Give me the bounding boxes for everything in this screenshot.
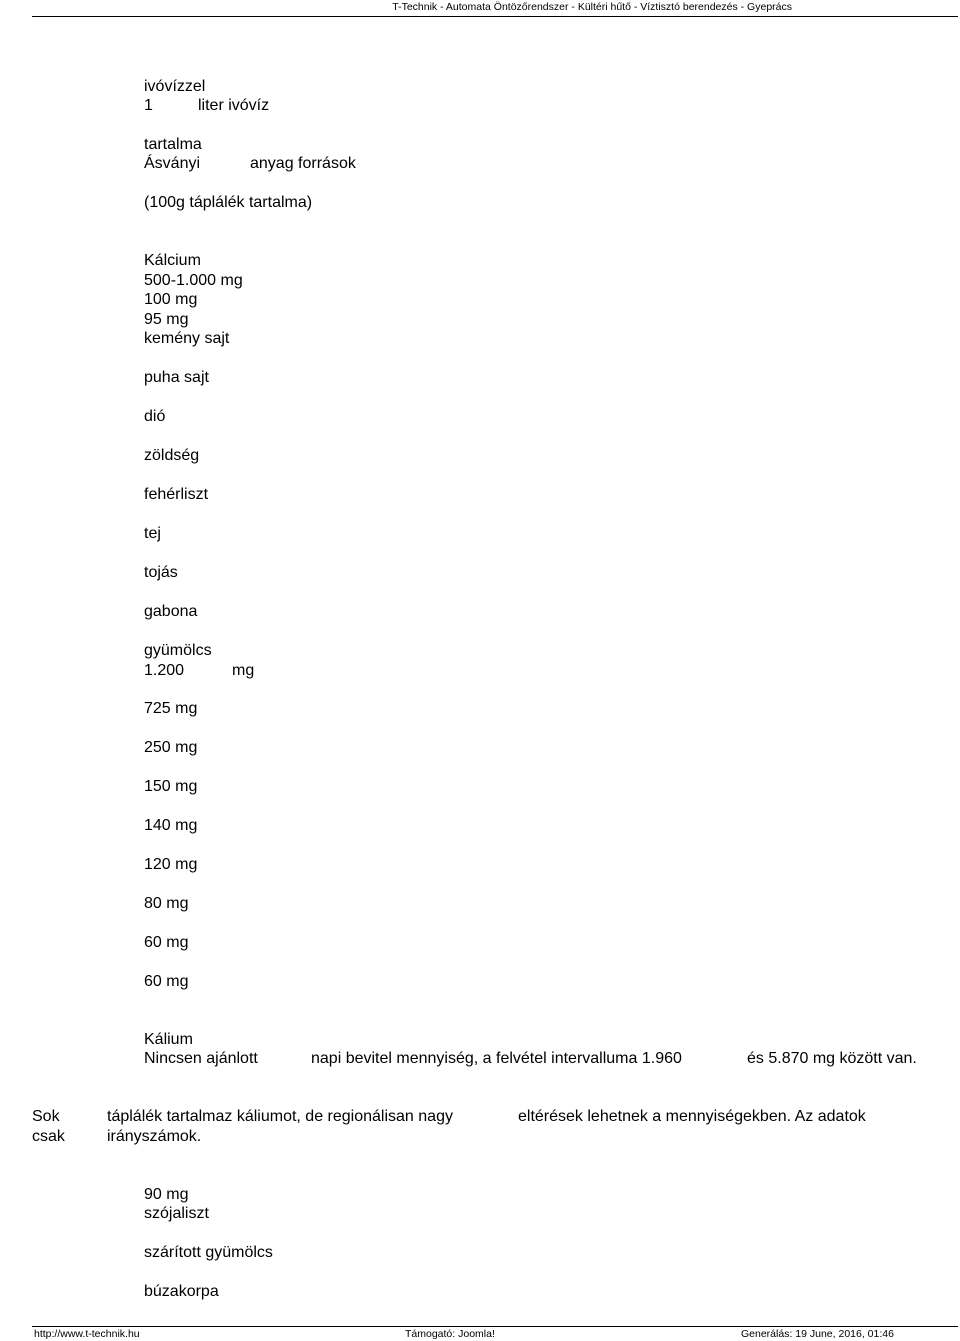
potassium-note-part-2: táplálék tartalmaz káliumot, de regionálisan nagy [107, 1108, 453, 1125]
water-label-2a: 1 [144, 97, 153, 114]
potassium-note-part-4: csak [32, 1128, 65, 1145]
calcium-source: tej [144, 525, 161, 542]
calcium-amount: 140 mg [144, 817, 198, 834]
potassium-description-part-1: Nincsen ajánlott [144, 1050, 258, 1067]
column-heading-sources: anyag források [250, 155, 356, 172]
calcium-amount: 120 mg [144, 856, 198, 873]
water-label-1: ivóvízzel [144, 78, 206, 95]
potassium-source: búzakorpa [144, 1283, 219, 1300]
calcium-name: Kálcium [144, 252, 201, 269]
calcium-water-amount: 100 mg [144, 291, 198, 308]
potassium-description-part-2: napi bevitel mennyiség, a felvétel intervalluma 1.960 [311, 1050, 682, 1067]
calcium-source: fehérliszt [144, 486, 209, 503]
footer-url-link[interactable]: http://www.t-technik.hu [34, 1328, 140, 1340]
potassium-name: Kálium [144, 1031, 193, 1048]
calcium-source: tojás [144, 564, 178, 581]
header-divider [32, 16, 958, 17]
calcium-amount-first-unit: mg [232, 662, 255, 679]
potassium-note-part-3: eltérések lehetnek a mennyiségekben. Az adatok [518, 1108, 866, 1125]
page-header-title: T-Technik - Automata Öntözőrendszer - Kültéri hűtő - Víztisztó berendezés - Gyeprács [392, 1, 792, 13]
calcium-source: zöldség [144, 447, 200, 464]
footer-sponsor: Támogató: Joomla! [405, 1328, 495, 1340]
calcium-source: gabona [144, 603, 198, 620]
potassium-source: szárított gyümölcs [144, 1244, 273, 1261]
calcium-source: gyümölcs [144, 642, 212, 659]
calcium-source: puha sajt [144, 369, 209, 386]
water-label-2b: liter ivóvíz [198, 97, 270, 114]
calcium-source: dió [144, 408, 166, 425]
column-subheading: (100g táplálék tartalma) [144, 194, 313, 211]
potassium-note-part-1: Sok [32, 1108, 60, 1125]
water-label-3: tartalma [144, 136, 202, 153]
potassium-water-amount: 90 mg [144, 1186, 189, 1203]
calcium-amount: 150 mg [144, 778, 198, 795]
calcium-amount: 250 mg [144, 739, 198, 756]
calcium-amount: 80 mg [144, 895, 189, 912]
calcium-amount: 60 mg [144, 934, 189, 951]
potassium-note-part-5: irányszámok. [107, 1128, 202, 1145]
footer-divider [32, 1326, 958, 1327]
calcium-amount: 60 mg [144, 973, 189, 990]
calcium-amount: 725 mg [144, 700, 198, 717]
column-heading-mineral: Ásványi [144, 155, 201, 172]
calcium-water-amount-2: 95 mg [144, 311, 189, 328]
calcium-amount-first-number: 1.200 [144, 662, 185, 679]
calcium-recommended: 500-1.000 mg [144, 272, 243, 289]
potassium-source: szójaliszt [144, 1205, 209, 1222]
footer-generated-timestamp: Generálás: 19 June, 2016, 01:46 [741, 1328, 894, 1340]
potassium-description-part-3: és 5.870 mg között van. [747, 1050, 917, 1067]
calcium-source: kemény sajt [144, 330, 230, 347]
